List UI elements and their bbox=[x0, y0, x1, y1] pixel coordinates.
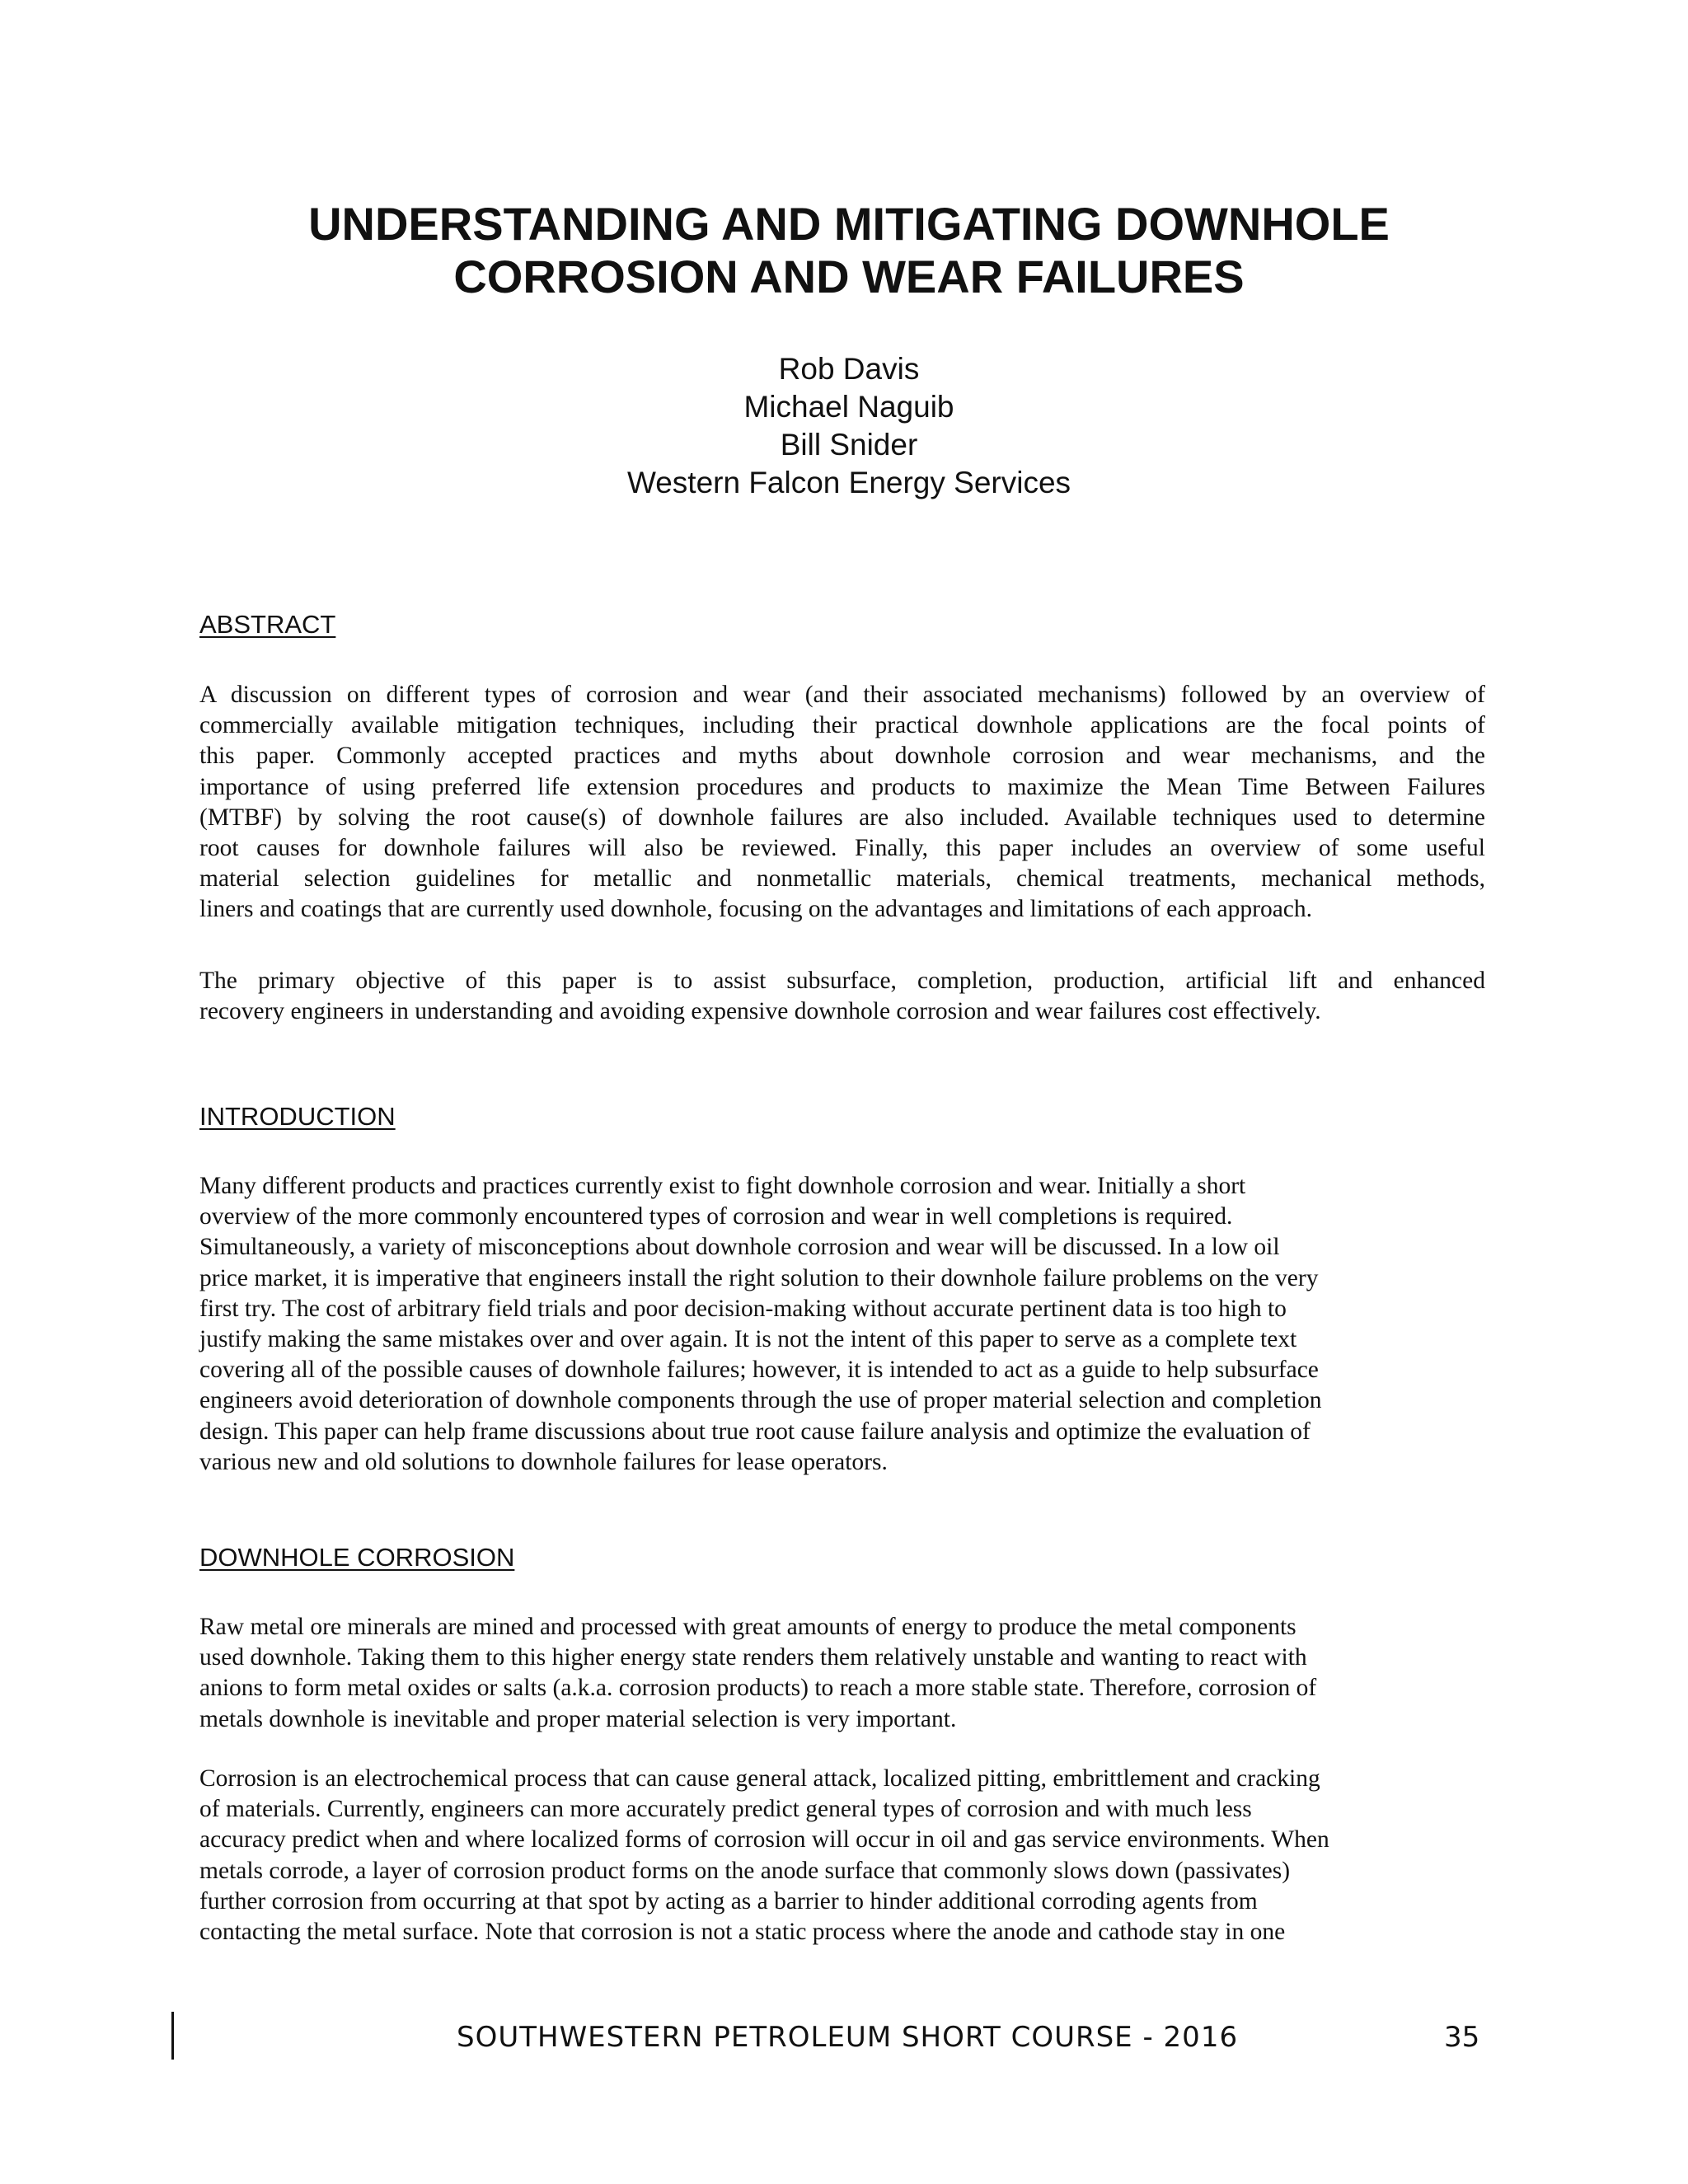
abstract-paragraph-2 bbox=[199, 966, 1485, 1027]
paper-title bbox=[198, 198, 1500, 303]
text-line: overview of the more commonly encountered types of corrosion and wear in well completions is required. bbox=[199, 1203, 1233, 1230]
text-line: liners and coatings that are currently used downhole, focusing on the advantages and limitations of each approach. bbox=[199, 896, 1313, 923]
text-line: (MTBF) by solving the root cause(s) of downhole failures are also included. Available techniques used to determine bbox=[199, 804, 1485, 831]
section-heading-introduction: INTRODUCTION bbox=[199, 1102, 396, 1131]
text-line: contacting the metal surface. Note that corrosion is not a static process where the anode and cathode stay in one bbox=[199, 1919, 1286, 1946]
text-line: engineers avoid deterioration of downhole components through the use of proper material selection and completion bbox=[199, 1387, 1322, 1414]
text-line: justify making the same mistakes over and over again. It is not the intent of this paper to serve as a complete text bbox=[199, 1326, 1297, 1353]
title-line-2: CORROSION AND WEAR FAILURES bbox=[453, 251, 1245, 302]
text-line: metals corrode, a layer of corrosion product forms on the anode surface that commonly slows down (passivates) bbox=[199, 1857, 1291, 1884]
text-line: of materials. Currently, engineers can more accurately predict general types of corrosion and with much less bbox=[199, 1796, 1252, 1823]
author-name: Bill Snider bbox=[780, 428, 918, 462]
text-line: importance of using preferred life extension procedures and products to maximize the Mean Time Between Failures bbox=[199, 773, 1485, 800]
title-line-1: UNDERSTANDING AND MITIGATING DOWNHOLE bbox=[308, 198, 1390, 250]
text-line: design. This paper can help frame discussions about true root cause failure analysis and optimize the evaluation of bbox=[199, 1418, 1311, 1445]
footer-rule bbox=[171, 2012, 174, 2060]
downhole-corrosion-paragraph-1 bbox=[199, 1612, 1485, 1735]
introduction-paragraph-1 bbox=[199, 1171, 1485, 1478]
author-name: Rob Davis bbox=[778, 352, 920, 386]
text-line: material selection guidelines for metallic and nonmetallic materials, chemical treatments, mechanical methods, bbox=[199, 865, 1485, 893]
text-line: further corrosion from occurring at that spot by acting as a barrier to hinder additional corroding agents from bbox=[199, 1887, 1258, 1915]
text-line: first try. The cost of arbitrary field trials and poor decision-making without accurate pertinent data is too high to bbox=[199, 1295, 1287, 1322]
text-line: this paper. Commonly accepted practices and myths about downhole corrosion and wear mechanisms, and the bbox=[199, 743, 1485, 770]
page-number: 35 bbox=[1444, 2021, 1480, 2054]
text-line: metals downhole is inevitable and proper material selection is very important. bbox=[199, 1705, 957, 1732]
section-heading-downhole-corrosion: DOWNHOLE CORROSION bbox=[199, 1543, 515, 1572]
text-line: Many different products and practices currently exist to fight downhole corrosion and wear. Initially a short bbox=[199, 1173, 1246, 1199]
text-line: Raw metal ore minerals are mined and processed with great amounts of energy to produce the metal components bbox=[199, 1614, 1296, 1640]
text-line: A discussion on different types of corrosion and wear (and their associated mechanisms) followed by an overview of bbox=[199, 682, 1485, 708]
text-line: anions to form metal oxides or salts (a.k.a. corrosion products) to reach a more stable state. Therefore, corrosion of bbox=[199, 1675, 1317, 1702]
text-line: recovery engineers in understanding and avoiding expensive downhole corrosion and wear failures cost effectively. bbox=[199, 998, 1321, 1025]
author-block bbox=[363, 350, 1335, 502]
text-line: Corrosion is an electrochemical process that can cause general attack, localized pitting, embrittlement and cracking bbox=[199, 1765, 1320, 1792]
text-line: used downhole. Taking them to this higher energy state renders them relatively unstable and wanting to react with bbox=[199, 1644, 1307, 1671]
text-line: various new and old solutions to downhole failures for lease operators. bbox=[199, 1448, 888, 1475]
text-line: accuracy predict when and where localized forms of corrosion will occur in oil and gas service environments. When bbox=[199, 1826, 1329, 1854]
text-line: price market, it is imperative that engineers install the right solution to their downhole failure problems on the very bbox=[199, 1264, 1319, 1291]
text-line: commercially available mitigation techniques, including their practical downhole applications are the focal points of bbox=[199, 712, 1485, 739]
text-line: The primary objective of this paper is to assist subsurface, completion, production, artificial lift and enhanced bbox=[199, 968, 1485, 994]
footer-course-name: SOUTHWESTERN PETROLEUM SHORT COURSE - 2016 bbox=[457, 2021, 1239, 2054]
text-line: covering all of the possible causes of downhole failures; however, it is intended to act as a guide to help subsurface bbox=[199, 1357, 1319, 1384]
downhole-corrosion-paragraph-2 bbox=[199, 1764, 1485, 1947]
author-name: Michael Naguib bbox=[743, 390, 954, 424]
section-heading-abstract: ABSTRACT bbox=[199, 610, 336, 639]
text-line: root causes for downhole failures will also be reviewed. Finally, this paper includes an overview of some useful bbox=[199, 835, 1485, 862]
author-affiliation: Western Falcon Energy Services bbox=[626, 466, 1071, 499]
text-line: Simultaneously, a variety of misconceptions about downhole corrosion and wear will be discussed. In a low oil bbox=[199, 1234, 1280, 1261]
abstract-paragraph-1 bbox=[199, 680, 1485, 926]
